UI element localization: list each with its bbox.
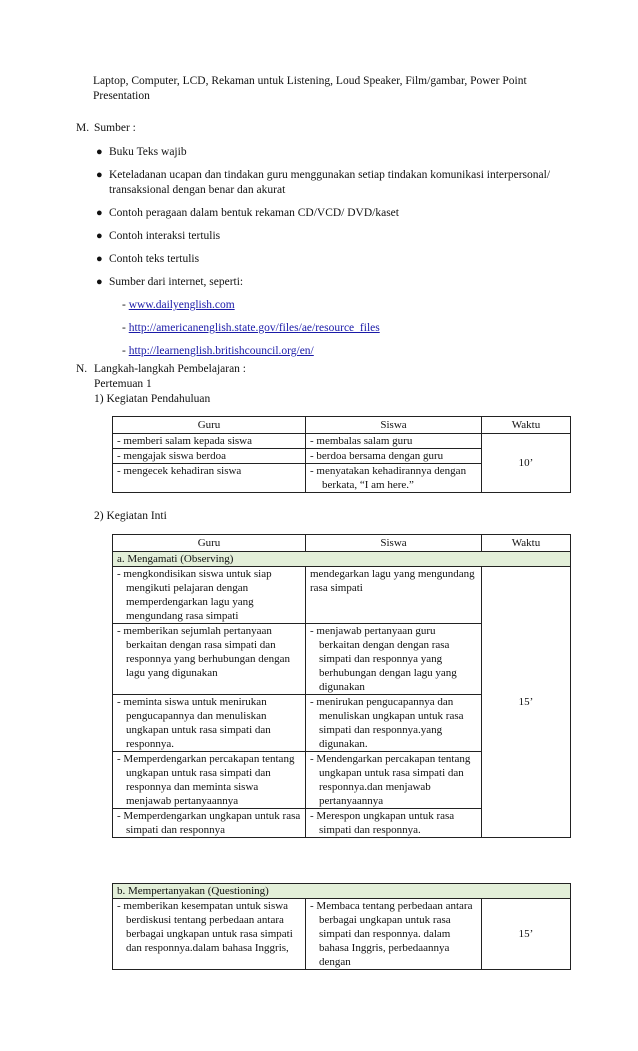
guru-cell: - memberikan sejumlah pertanyaan berkaitan dengan rasa simpati dan responnya yang berhubungan dengan lagu yang digunakan: [113, 624, 306, 695]
section-label: b. Mempertanyakan (Questioning): [113, 884, 571, 899]
list-item: ● Contoh teks tertulis: [96, 253, 200, 265]
siswa-cell: - Mendengarkan percakapan tentang ungkapan untuk rasa simpati dan responnya.dan menjawab pertanyaannya: [306, 752, 482, 809]
list-item: ● Contoh peragaan dalam bentuk rekaman CD/VCD/ DVD/kaset: [96, 207, 399, 219]
section-label: a. Mengamati (Observing): [113, 552, 571, 567]
siswa-cell: - membalas salam guru: [306, 434, 482, 449]
meeting-label: Pertemuan 1: [94, 378, 152, 390]
header-waktu: Waktu: [482, 417, 571, 434]
step-1-label: 1) Kegiatan Pendahuluan: [94, 393, 211, 405]
siswa-cell: - Membaca tentang perbedaan antara berbagai ungkapan untuk rasa simpati dan responnya. dalam bahasa Inggris, perbedaannya dengan: [306, 899, 482, 970]
list-item: ● Contoh interaksi tertulis: [96, 230, 221, 242]
list-item: ● Sumber dari internet, seperti:: [96, 276, 244, 288]
header-siswa: Siswa: [306, 535, 482, 552]
header-waktu: Waktu: [482, 535, 571, 552]
siswa-cell: - Merespon ungkapan untuk rasa simpati dan responnya.: [306, 809, 482, 838]
section-row-questioning: [113, 884, 571, 899]
time-cell: 15’: [482, 567, 571, 838]
link-learnenglish[interactable]: http://learnenglish.britishcouncil.org/en/: [128, 345, 314, 357]
siswa-cell: - menirukan pengucapannya dan menuliskan ungkapan untuk rasa simpati dan responnya.yang digunakan.: [306, 695, 482, 752]
siswa-cell: mendegarkan lagu yang mengundang rasa simpati: [306, 567, 482, 624]
siswa-cell: - menyatakan kehadirannya dengan berkata, “I am here.”: [306, 464, 482, 493]
core-activity-table: [112, 534, 571, 838]
table-row: [113, 899, 571, 970]
section-n-title: Langkah-langkah Pembelajaran :: [94, 363, 246, 375]
list-item: ● Buku Teks wajib: [96, 146, 187, 158]
section-n-heading: [76, 362, 246, 377]
bullet-icon: ●: [96, 146, 103, 158]
section-row-observing: [113, 552, 571, 567]
table-header-row: [113, 417, 571, 434]
guru-cell: - memberi salam kepada siswa: [113, 434, 306, 449]
intro-activity-table: [112, 416, 571, 493]
guru-cell: - mengajak siswa berdoa: [113, 449, 306, 464]
bullet-icon: ●: [96, 276, 103, 288]
materials-paragraph: Laptop, Computer, LCD, Rekaman untuk Listening, Loud Speaker, Film/gambar, Power Point Presentation: [93, 75, 527, 102]
questioning-table: [112, 883, 571, 970]
section-m-heading: [76, 121, 136, 136]
step-2-label: 2) Kegiatan Inti: [94, 510, 167, 522]
section-m-letter: M.: [76, 122, 90, 134]
bullet-icon: ●: [96, 169, 103, 181]
header-siswa: Siswa: [306, 417, 482, 434]
guru-cell: - meminta siswa untuk menirukan pengucapannya dan menuliskan ungkapan untuk rasa simpati dan responnya.: [113, 695, 306, 752]
header-guru: Guru: [113, 417, 306, 434]
sources-list: [95, 145, 555, 290]
time-cell: 10’: [482, 434, 571, 493]
bullet-icon: ●: [96, 253, 103, 265]
table-row: [113, 567, 571, 624]
guru-cell: - mengkondisikan siswa untuk siap mengikuti pelajaran dengan memperdengarkan lagu yang mengundang rasa simpati: [113, 567, 306, 624]
link-americanenglish[interactable]: http://americanenglish.state.gov/files/ae/resource_files: [128, 322, 380, 334]
bullet-icon: ●: [96, 230, 103, 242]
table-row: [113, 434, 571, 449]
siswa-cell: - menjawab pertanyaan guru berkaitan dengan dengan rasa simpati dan responnya yang berhubungan dengan lagu yang digunakan: [306, 624, 482, 695]
link-dailyenglish[interactable]: www.dailyenglish.com: [128, 299, 235, 311]
table-header-row: [113, 535, 571, 552]
list-item: ● Keteladanan ucapan dan tindakan guru menggunakan setiap tindakan komunikasi interpersonal/ transaksional dengan benar dan akurat: [96, 169, 551, 196]
guru-cell: - Memperdengarkan percakapan tentang ungkapan untuk rasa simpati dan responnya dan meminta siswa menjawab pertanyaannya: [113, 752, 306, 809]
sources-list-container: [95, 145, 555, 367]
siswa-cell: - berdoa bersama dengan guru: [306, 449, 482, 464]
section-n-letter: N.: [76, 363, 88, 375]
header-guru: Guru: [113, 535, 306, 552]
section-m-title: Sumber :: [94, 122, 136, 134]
time-cell: 15’: [482, 899, 571, 970]
guru-cell: - mengecek kehadiran siswa: [113, 464, 306, 493]
guru-cell: - Memperdengarkan ungkapan untuk rasa simpati dan responnya: [113, 809, 306, 838]
bullet-icon: ●: [96, 207, 103, 219]
internet-links: - www.dailyenglish.com - http://americanenglish.state.gov/files/ae/resource_files - http://learnenglish.britishcouncil.org/en/: [122, 299, 380, 357]
guru-cell: - memberikan kesempatan untuk siswa berdiskusi tentang perbedaan antara berbagai ungkapan untuk rasa simpati dan responnya.dalam bahasa Inggris,: [113, 899, 306, 970]
